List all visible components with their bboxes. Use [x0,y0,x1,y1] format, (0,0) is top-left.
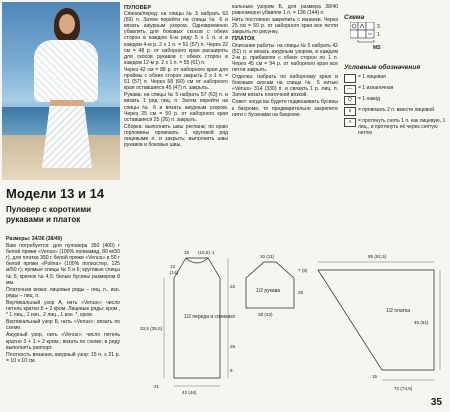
row-number: 1 [377,32,380,38]
dim-label: 21 [154,384,160,389]
dim-label: 72 (74,5) [394,386,413,391]
dim-label: 10 (11) [260,254,275,259]
page-number: 35 [430,397,442,408]
dim-label: 25 [298,290,304,295]
paragraph: Платочная вязка: лицевые ряды – лиц. п., изн. ряды – лиц. п. [6,286,120,299]
dim-label: 8 [230,368,233,373]
section-heading: ПУЛОВЕР [124,5,152,11]
legend-text: = 1 лицевая [358,74,386,80]
paragraph: Отделка: набрать по наборному краю и боковым скосам на спицы № 5 нитью «Venus» 314 (330) п. и связать 1 р. лиц. п. Затем вязать платочной вязкой. [232,74,338,99]
chart-cell [366,22,374,30]
neckline [186,258,208,263]
paragraph: Вам потребуется: для пуловера 350 (400) г белой пряжи «Venus» (100% полиамид, 80 м/50 г), для платка 350 г белой пряжи «Venus» и 50 г белой пряжи «Polina» (100% полиэстер, 125 м/50 г); прямые спицы № 5 и 6; круговые спицы № 5; крючок № 4,5; белые бусины размером 8 мм. [6,243,120,286]
purl-symbol-icon: — [344,85,356,94]
legend-item [344,85,446,94]
paragraph: Через 42 см = 88 р. от наборного края для проймы с обеих сторон закрыть 2 х 1 п. = 51 (57) п. Через 58 (60) см от наборного края оставшиеся 45 (47) п. закрыть. [124,66,228,92]
paragraph: Нить постоянно закрепить с изнанки. Через 25 см = 50 р. от наборного края все петли закрыть по рисунку. [232,17,338,36]
pattern-schematics [124,248,446,398]
dim-label: 85 (91,5) [368,254,387,259]
paragraph: кальным узором Б, для размера 38/40 равномерно убавляя 1 п. = 136 (144) п. [232,4,338,17]
dim-label: 33,5 (35,5) [140,326,163,331]
photo-skirt [42,106,92,168]
k2tog-symbol-icon: ∧ [344,107,356,116]
repeat-bracket [358,40,374,42]
legend [344,74,446,138]
legend-text: = протянуть снять 1 п. как лицевую, 1 лиц., и протянуть её через снятую петлю [358,118,446,136]
paragraph: Рукава: на спицы № 5 набрать 57 (63) п. и вязать 1 ряд лиц. п. Затем перейти на спицы № 6 и вязать ажурным узором. Через 25 см = 50 р. от наборного края оставшиеся 25 (26) п. закрыть. [124,92,228,123]
text-column-2 [124,4,228,149]
legend-text: = 1 изнаночная [358,85,394,91]
paragraph: Ажурный узор, нить «Venus»: число петель кратно 3 + 1 + 2 кром.; вязать по схеме; в ряду выполнять раппорт. [6,332,120,351]
dim-label: 1 [212,250,215,255]
legend-text: = провязать 2 п. вместе лицевой [358,107,434,113]
model-photo [2,2,120,180]
repeat-label: MS [373,45,381,51]
legend-item [344,107,446,116]
model-subtitle: Пуловер с короткими рукавами и платок [6,205,92,224]
text-column-3 [232,4,338,119]
paragraph: Вертикальный узор Б, нить «Venus»: вязать по схеме. [6,319,120,332]
dim-label: 13 [170,264,176,269]
legend-title: Условные обозначения [344,64,421,71]
legend-item [344,118,446,136]
dim-label: (15,5) [198,250,211,255]
dim-label: 28 (33) [258,312,273,317]
dim-label: 7 (8) [298,268,308,273]
legend-item [344,74,446,83]
dim-label: 15 [184,250,190,255]
stitch-chart [350,22,386,44]
body-label: 1/2 переда и спинки [184,314,231,320]
sleeve-label: 1/2 рукава [256,288,281,294]
section-heading: ПЛАТОК [232,36,255,43]
schema-title: Схема [344,14,365,21]
dim-label: 20 [230,314,236,319]
legend-text: = 1 накид [358,96,380,102]
paragraph: Описание работы: на спицы № 5 набрать 42 (51) п. и вязать ажурным узором, в каждом 2-м р. прибавляя с обеих сторон по 1 п. Через 45 см = 94 р. от наборного края все петли закрыть. [232,42,338,73]
sleeve-pattern [246,262,294,308]
row-number: 3 [377,24,380,30]
chart-cell [358,30,366,38]
yarn-over-symbol-icon: O [344,96,356,105]
paragraph: Совет: когда вы будете подвешивать бусины к бахроме, то предварительно закрепите нити с бусинами на бахроме. [232,99,338,118]
paragraph: Размеры: 34/36 (38/40) [6,236,63,242]
chart-cell [350,22,358,30]
knit-symbol-icon [344,74,356,83]
skp-symbol-icon: ⋏ [344,118,356,127]
legend-item [344,96,446,105]
shawl-label: 1/2 платка [386,308,411,314]
model-title: Модели 13 и 14 [6,186,105,201]
paragraph: Вертикальный узор А, нить «Venus»: число петель кратно 5 + 2 кром. Лицевые ряды: кром., * 1 лиц., 1 изн., 2 лиц., 1 изн. *, кром. [6,299,120,319]
photo-pullover [34,40,98,102]
dim-label: 26 [230,344,236,349]
dim-label: 22 [230,284,236,289]
paragraph: Спинка/перед: на спицы № 5 набрать 63 (69) п. Затем перейти на спицы № 6 и вязать ажурным узором. Одновременно убавлять для боковых скосов с обеих сторон в каждом 6-м ряду 5 х 1 п. и в каждом 4-м р. 2 х 1 п. = 51 (57) п. Через 22 см = 48 р. от наборного края расширять для скосов рукавов с обеих сторон в каждом 12-м р. 2 х 1 п. = 55 (61) п. [124,11,228,66]
chart-cell [350,30,358,38]
photo-face [59,14,75,34]
dim-label: (14) [170,270,179,275]
paragraph: Сборка: выполнить швы реглана; по краю горловины провязать 1 круговой ряд лицевыми п. и закрыть; выполнить швы рукавов и боковые швы. [124,123,228,149]
dim-label: 15 [372,374,378,379]
chart-cell [358,22,366,30]
dim-label: 42 (46) [182,390,197,395]
text-column-1 [6,236,120,365]
paragraph: Плотность вязания, ажурный узор: 15 п. х 21 р. = 10 х 10 см. [6,351,120,364]
sleeve-outline [246,262,294,308]
dim-label: 45 (51) [414,320,429,325]
